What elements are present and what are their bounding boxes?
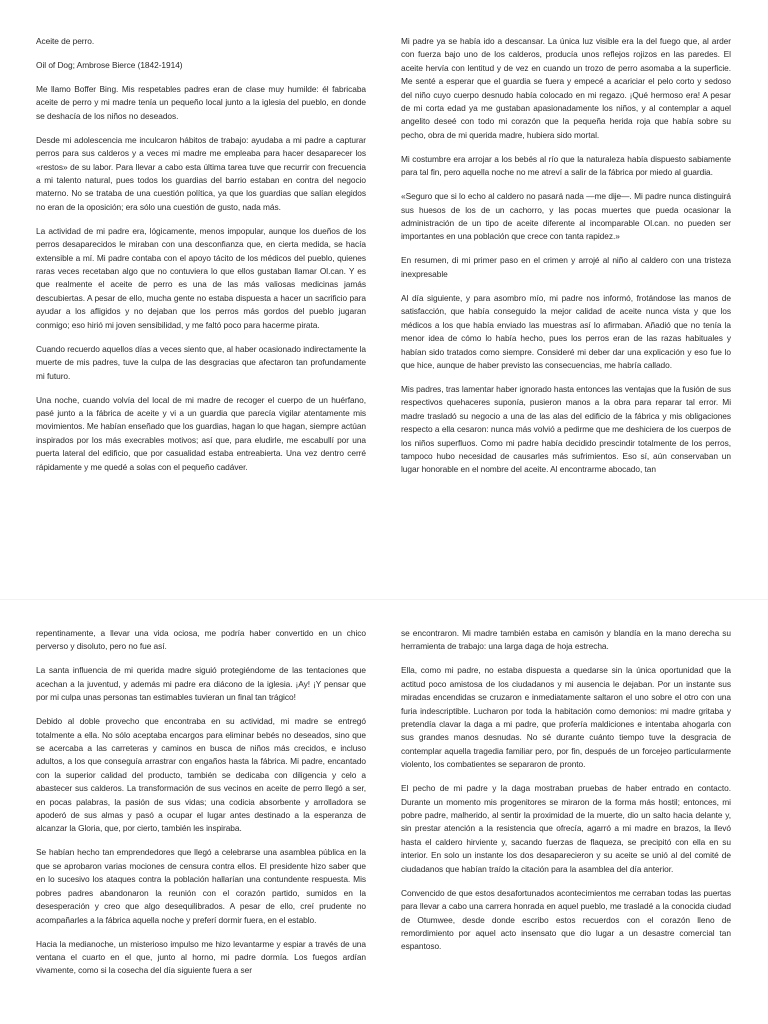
paragraph: Me llamo Boffer Bing. Mis respetables padres eran de clase muy humilde: él fabricaba aceite de perro y mi madre tenía un pequeño local junto a la iglesia del pueblo, en donde se deshacía de los niños no deseados. [36, 84, 366, 121]
paragraph: repentinamente, a llevar una vida ociosa, me podría haber convertido en un chico perverso y disoluto, pero no fue así. [36, 628, 366, 652]
page-one-left-column [36, 35, 366, 485]
paragraph: Cuando recuerdo aquellos días a veces siento que, al haber ocasionado indirectamente la muerte de mis padres, tuve la culpa de las desgracias que afectaron tan profundamente mi futuro. [36, 343, 366, 381]
page-two-right-column [401, 627, 731, 964]
page-two [0, 512, 768, 1024]
story-source: Oil of Dog; Ambrose Bierce (1842-1914) [36, 60, 183, 70]
paragraph: Desde mi adolescencia me inculcaron hábitos de trabajo: ayudaba a mi padre a capturar perros para sus calderos y a veces mi madre me empleaba para hacer desaparecer los «restos» de su labor. Para llevar a cabo esta última tarea tuve que recurrir con frecuencia a mi talento natural, pues todos los guardias del barrio estaban en contra del negocio materno. No se trataba de una cuestión política, ya que los guardias que salían elegidos no eran de la oposición; era sólo una cuestión de gusto, nada más. [36, 134, 366, 212]
story-title: Aceite de perro. [36, 36, 95, 46]
paragraph: La actividad de mi padre era, lógicamente, menos impopular, aunque los dueños de los perros desaparecidos le miraban con una desconfianza que, en cierta medida, se hacía extensible a mí. Mi padre contaba con el apoyo tácito de los médicos del pueblo, quienes raras veces recetaban algo que no contuviera lo que ellos gustaban llamar Ol.can. Y es que realmente el aceite de perro es una de las más valiosas medicinas jamás descubiertas. A pesar de ello, mucha gente no estaba dispuesta a hacer un sacrificio para ayudar a los afligidos y no dejaban que los perros más gordos del pueblo jugaran conmigo; eso hirió mi joven sensibilidad, y me faltó poco para hacerme pirata. [36, 225, 366, 330]
paragraph: «Seguro que si lo echo al caldero no pasará nada —me dije—. Mi padre nunca distinguirá sus huesos de los de un cachorro, y las pocas muertes que pueda ocasionar la administración de un tipo de aceite diferente al incomparable Ol.can. no pueden ser importantes en una población que crece con tanta rapidez.» [401, 191, 731, 242]
paragraph: Se habían hecho tan emprendedores que llegó a celebrarse una asamblea pública en la que se aprobaron varias mociones de censura contra ellos. El presidente hizo saber que en lo sucesivo los ataques contra la población hallarían una contundente respuesta. Mis pobres padres abandonaron la reunión con el corazón partido, sumidos en la desesperación y creo que algo desequilibrados. A pesar de ello, creí prudente no acompañarles a la fábrica aquella noche y preferí dormir fuera, en el establo. [36, 847, 366, 925]
paragraph: Ella, como mi padre, no estaba dispuesta a quedarse sin la única oportunidad que la actitud poco amistosa de los ciudadanos y mi ausencia le dejaban. Por un instante sus miradas encendidas se cruzaron e inmediatamente saltaron el uno sobre el otro con una furia indescriptible. Lucharon por toda la habitación como demonios: mi madre gritaba y pretendía clavar la daga a mi padre, que profería maldiciones e intentaba ahogarla con sus grandes manos desnudas. No sé durante cuánto tiempo tuve la desgracia de contemplar aquella tragedia familiar pero, por fin, después de un forcejeo particularmente violento, los combatientes se separaron de pronto. [401, 665, 731, 770]
paragraph: El pecho de mi padre y la daga mostraban pruebas de haber entrado en contacto. Durante un momento mis progenitores se miraron de la forma más hostil; entonces, mi pobre padre, malherido, al sentir la proximidad de la muerte, dio un salto hacia delante y, sin prestar atención a la resistencia que ofrecía, agarró a mi madre en brazos, la llevó hasta el caldero hirviente y, sacando fuerzas de flaqueza, se precipitó con ella en su interior. En solo un instante los dos desaparecieron y su aceite se unió al del comité de ciudadanos que habían traído la citación para la asamblea del día anterior. [401, 783, 731, 874]
paragraph: Al día siguiente, y para asombro mío, mi padre nos informó, frotándose las manos de satisfacción, que había conseguido la mejor calidad de aceite nunca vista y que los médicos a los que había enviado las muestras así lo afirmaban. Añadió que no tenía la menor idea de cómo lo había hecho, pues los perros eran de las razas habituales y habían sido tratados como siempre. Consideré mi deber dar una explicación y eso fue lo que hice, aunque de haber previsto las consecuencias, me habría callado. [401, 292, 731, 370]
paragraph: La santa influencia de mi querida madre siguió protegiéndome de las tentaciones que acechan a la juventud, y además mi padre era diácono de la iglesia. ¡Ay! ¡Y pensar que por mi culpa unas personas tan estimables tuvieran un final tan trágico! [36, 665, 366, 703]
paragraph: En resumen, di mi primer paso en el crimen y arrojé al niño al caldero con una tristeza inexpresable [401, 255, 731, 279]
paragraph: Una noche, cuando volvía del local de mi madre de recoger el cuerpo de un huérfano, pasé junto a la fábrica de aceite y vi a un guardia que parecía vigilar atentamente mis movimientos. Me habían enseñado que los guardias, hagan lo que hagan, siempre actúan inspirados por los más execrables motivos; así que, para eludirle, me escabullí por una puerta lateral del edificio, que por casualidad estaba entreabierta. Una vez dentro cerré rápidamente y me quedé a solas con el pequeño cadáver. [36, 394, 366, 472]
paragraph: Debido al doble provecho que encontraba en su actividad, mi madre se entregó totalmente a ella. No sólo aceptaba encargos para eliminar bebés no deseados, sino que se acercaba a las carreteras y caminos en busca de niños más crecidos, e incluso adultos, a los que conseguía arrastrar con engaños hasta la fábrica. Mi padre, encantado con la superior calidad del producto, también se dedicaba con diligencia y celo a abastecer sus calderos. La transformación de sus vecinos en aceite de perro llegó a ser, en pocas palabras, la pasión de sus vidas; una codicia absorbente y arrolladora se apoderó de sus almas y pasó a ocupar el lugar antes destinado a la esperanza de alcanzar la Gloria, que, por cierto, también les inspiraba. [36, 716, 366, 834]
page-two-left-column [36, 627, 366, 988]
paragraph: Convencido de que estos desafortunados acontecimientos me cerraban todas las puertas para llevar a cabo una carrera honrada en aquel pueblo, me trasladé a la conocida ciudad de Otumwee, desde donde escribo estos recuerdos con el corazón lleno de remordimiento por aquel acto insensato que dio lugar a un desastre comercial tan espantoso. [401, 887, 731, 952]
paragraph: Hacia la medianoche, un misterioso impulso me hizo levantarme y espiar a través de una ventana el cuarto en el que, junto al horno, mi padre dormía. Los fuegos ardían vivamente, como si la cosecha del día siguiente fuera a ser [36, 938, 366, 976]
paragraph: Mi costumbre era arrojar a los bebés al río que la naturaleza había dispuesto sabiamente para tal fin, pero aquella noche no me atreví a salir de la fábrica por miedo al guardia. [401, 153, 731, 178]
paragraph: se encontraron. Mi madre también estaba en camisón y blandía en la mano derecha su herramienta de trabajo: una larga daga de hoja estrecha. [401, 628, 731, 652]
paragraph: Mi padre ya se había ido a descansar. La única luz visible era la del fuego que, al arder con fuerza bajo uno de los calderos, producía unos reflejos rojizos en las paredes. El aceite hervía con lentitud y de vez en cuando un trozo de perro asomaba a la superficie. Me senté a esperar que el guardia se fuera y empecé a acariciar el pelo corto y sedoso del niño cuyo cuerpo desnudo había colocado en mi regazo. ¡Qué hermoso era! A pesar de mi corta edad ya me gustaban apasionadamente los niños, y al contemplar a aquel angelito deseé con todo mi corazón que la pequeña herida roja que había sobre su pecho, obra de mi querida madre, hubiera sido mortal. [401, 36, 731, 140]
paragraph: Mis padres, tras lamentar haber ignorado hasta entonces las ventajas que la fusión de sus respectivos quehaceres suponía, pusieron manos a la obra para reparar tal error. Mi madre trasladó su negocio a una de las alas del edificio de la fábrica y mis obligaciones respecto a ella cesaron: nunca más volvió a pedirme que me deshiciera de los cuerpos de los niños superfluos. Como mi padre había decidido prescindir totalmente de los perros, tampoco hubo necesidad de causarles más sufrimientos. Eso sí, aún conservaban un lugar honorable en el nombre del aceite. Al encontrarme abocado, tan [401, 383, 731, 475]
page-one-right-column [401, 35, 731, 487]
